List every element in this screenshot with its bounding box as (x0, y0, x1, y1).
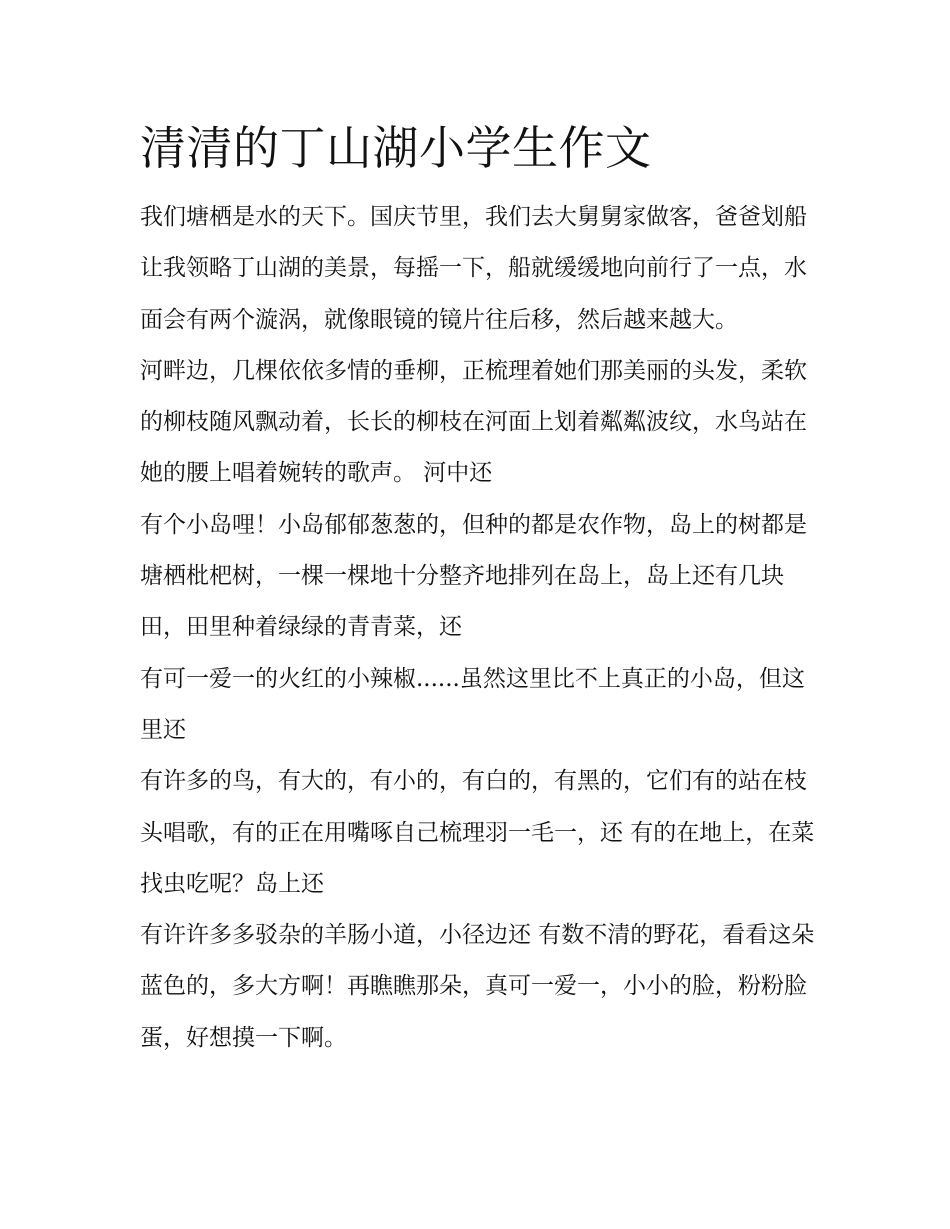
paragraph-3: 有个小岛哩！小岛郁郁葱葱的，但种的都是农作物，岛上的树都是塘栖枇杷树，一棵一棵地十分整齐地排列在岛上，岛上还有几块田，田里种着绿绿的青青菜，还 (140, 511, 807, 641)
document-body (140, 192, 816, 1064)
paragraph-1: 我们塘栖是水的天下。国庆节里，我们去大舅舅家做客，爸爸划船让我领略丁山湖的美景，每摇一下，船就缓缓地向前行了一点，水面会有两个漩涡，就像眼镜的镜片往后移，然后越来越大。 (140, 204, 807, 333)
paragraph-4: 有可一爱一的火红的小辣椒......虽然这里比不上真正的小岛，但这里还 (140, 665, 805, 743)
document-title: 清清的丁山湖小学生作文 (140, 121, 652, 175)
document-page (140, 112, 816, 1064)
paragraph-2: 河畔边，几棵依依多情的垂柳，正梳理着她们那美丽的头发，柔软的柳枝随风飘动着，长长的柳枝在河面上划着粼粼波纹，水鸟站在她的腰上唱着婉转的歌声。 河中还 (140, 357, 807, 487)
paragraph-6: 有许许多多驳杂的羊肠小道，小径边还 有数不清的野花，看看这朵蓝色的，多大方啊！再瞧瞧那朵，真可一爱一，小小的脸，粉粉脸蛋，好想摸一下啊。 (140, 922, 815, 1051)
paragraph-5: 有许多的鸟，有大的，有小的，有白的，有黑的，它们有的站在枝头唱歌，有的正在用嘴啄自己梳理羽一毛一，还 有的在地上，在菜找虫吃呢？岛上还 (140, 768, 815, 897)
